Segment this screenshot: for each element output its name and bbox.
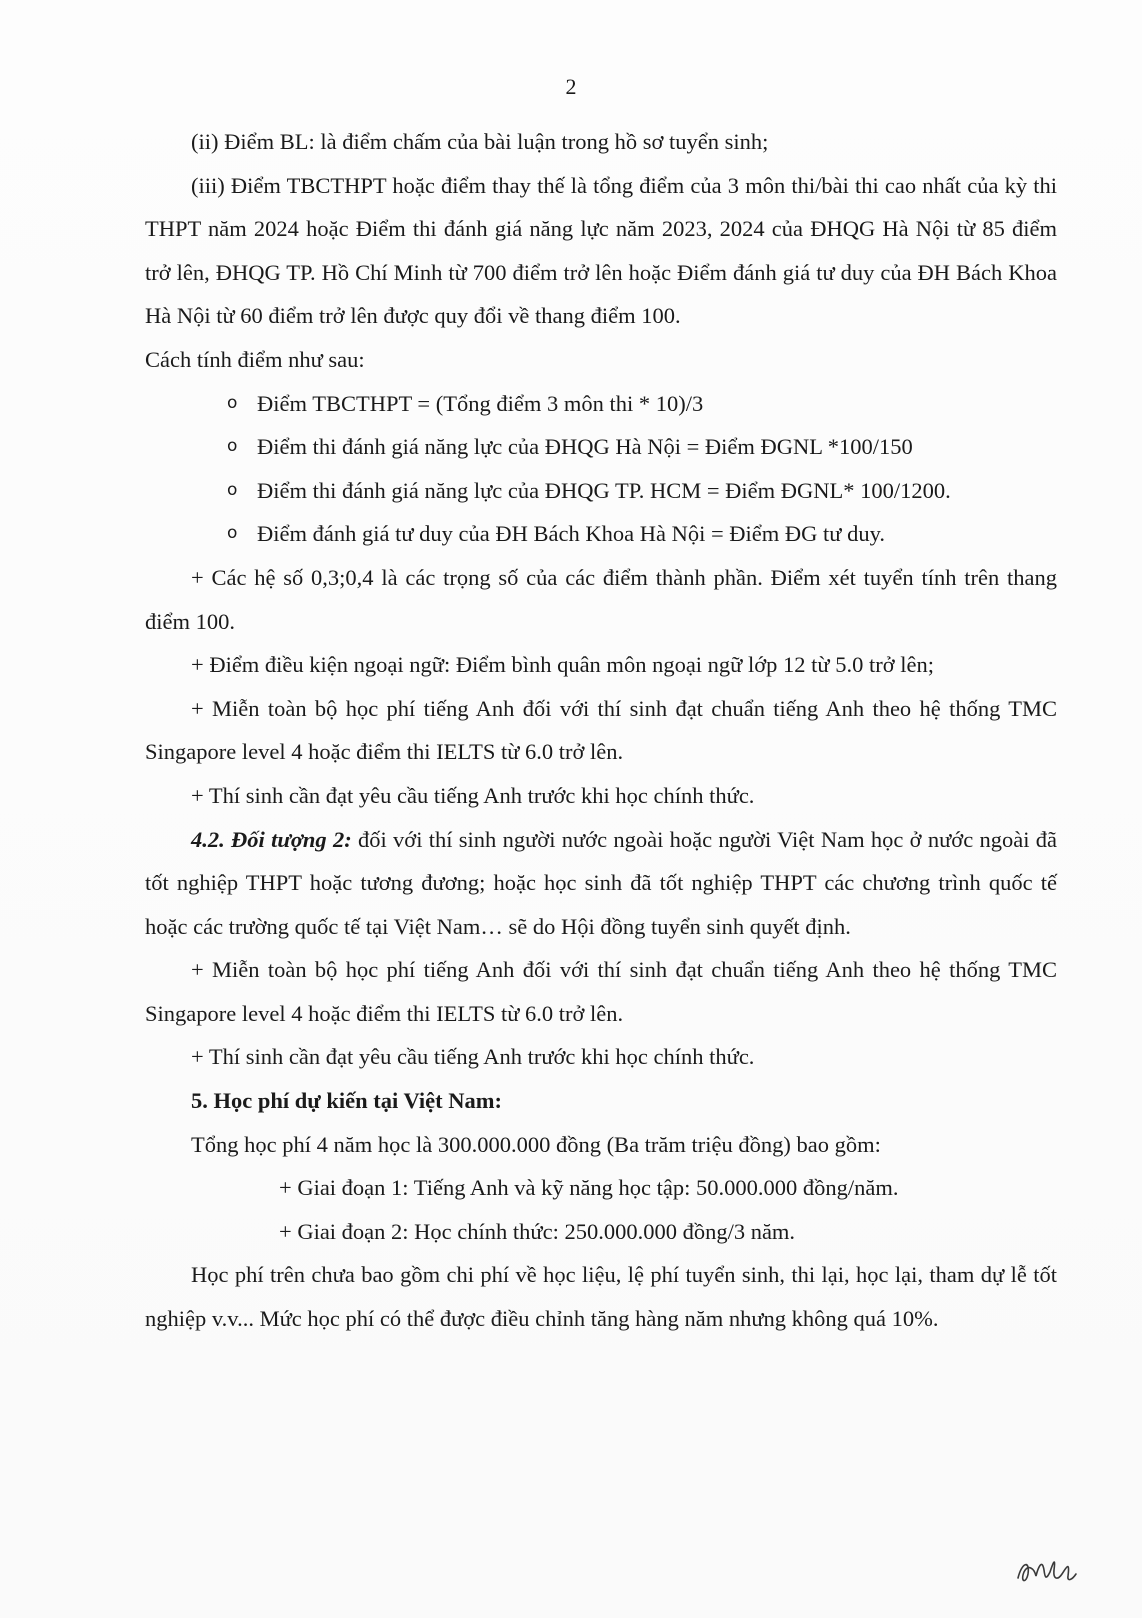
section-5-heading: 5. Học phí dự kiến tại Việt Nam: <box>191 1088 503 1114</box>
stage-1-fee: + Giai đoạn 1: Tiếng Anh và kỹ năng học tập: 50.000.000 đồng/năm. <box>279 1175 899 1201</box>
list-item-text: Điểm TBCTHPT = (Tổng điểm 3 môn thi * 10)/3 <box>257 390 704 416</box>
group-2-label: 4.2. Đối tượng 2: <box>191 826 352 852</box>
list-item <box>145 512 1057 556</box>
weights-note: + Các hệ số 0,3;0,4 là các trọng số của các điểm thành phần. Điểm xét tuyển tính trên thang điểm 100. <box>145 564 1057 634</box>
formula-list <box>145 382 1057 556</box>
list-item-text: Điểm thi đánh giá năng lực của ĐHQG TP. HCM = Điểm ĐGNL* 100/1200. <box>257 477 951 503</box>
list-item <box>145 382 1057 426</box>
fee-waiver-2: + Miễn toàn bộ học phí tiếng Anh đối với thí sinh đạt chuẩn tiếng Anh theo hệ thống TMC Singapore level 4 hoặc điểm thi IELTS từ 6.0 trở lên. <box>145 957 1057 1026</box>
paragraph-iii: (iii) Điểm TBCTHPT hoặc điểm thay thế là tổng điểm của 3 môn thi/bài thi cao nhất của kỳ thi THPT năm 2024 hoặc Điểm thi đánh giá năng lực năm 2023, 2024 của ĐHQG Hà Nội từ 85 điểm trở lên, ĐHQG TP. Hồ Chí Minh từ 700 điểm trở lên hoặc Điểm đánh giá tư duy của ĐH Bách Khoa Hà Nội từ 60 điểm trở lên được quy đổi về thang điểm 100. <box>145 172 1057 329</box>
language-condition: + Điểm điều kiện ngoại ngữ: Điểm bình quân môn ngoại ngữ lớp 12 từ 5.0 trở lên; <box>191 652 934 678</box>
bullet-circle-icon: o <box>227 523 238 544</box>
bullet-circle-icon: o <box>227 392 238 413</box>
document-body <box>145 120 1057 1341</box>
english-requirement-1: + Thí sinh cần đạt yêu cầu tiếng Anh trước khi học chính thức. <box>191 782 755 808</box>
initials-signature-icon <box>1012 1540 1082 1590</box>
stage-2-fee: + Giai đoạn 2: Học chính thức: 250.000.000 đồng/3 năm. <box>279 1218 796 1244</box>
fee-note: Học phí trên chưa bao gồm chi phí về học liệu, lệ phí tuyển sinh, thi lại, học lại, tham dự lễ tốt nghiệp v.v... Mức học phí có thể được điều chỉnh tăng hàng năm nhưng không quá 10%. <box>145 1262 1057 1332</box>
list-item-text: Điểm thi đánh giá năng lực của ĐHQG Hà Nội = Điểm ĐGNL *100/150 <box>257 434 913 460</box>
page-number: 2 <box>565 74 577 99</box>
group-2-paragraph <box>145 818 1057 949</box>
calc-intro: Cách tính điểm như sau: <box>145 346 365 372</box>
english-requirement-2: + Thí sinh cần đạt yêu cầu tiếng Anh trước khi học chính thức. <box>191 1044 755 1070</box>
paragraph-ii: (ii) Điểm BL: là điểm chấm của bài luận trong hồ sơ tuyển sinh; <box>191 129 769 154</box>
bullet-circle-icon: o <box>227 479 238 500</box>
list-item-text: Điểm đánh giá tư duy của ĐH Bách Khoa Hà Nội = Điểm ĐG tư duy. <box>257 521 885 547</box>
fee-waiver-1: + Miễn toàn bộ học phí tiếng Anh đối với thí sinh đạt chuẩn tiếng Anh theo hệ thống TMC Singapore level 4 hoặc điểm thi IELTS từ 6.0 trở lên. <box>145 695 1057 765</box>
list-item <box>145 469 1057 513</box>
group-2-text: đối với thí sinh người nước ngoài hoặc người Việt Nam học ở nước ngoài đã tốt nghiệp THPT hoặc tương đương; hoặc học sinh đã tốt nghiệp THPT các chương trình quốc tế hoặc các trường quốc tế tại Việt Nam… sẽ do Hội đồng tuyển sinh quyết định. <box>145 826 1057 939</box>
list-item <box>145 425 1057 469</box>
bullet-circle-icon: o <box>227 436 238 457</box>
total-fee: Tổng học phí 4 năm học là 300.000.000 đồng (Ba trăm triệu đồng) bao gồm: <box>191 1131 881 1157</box>
